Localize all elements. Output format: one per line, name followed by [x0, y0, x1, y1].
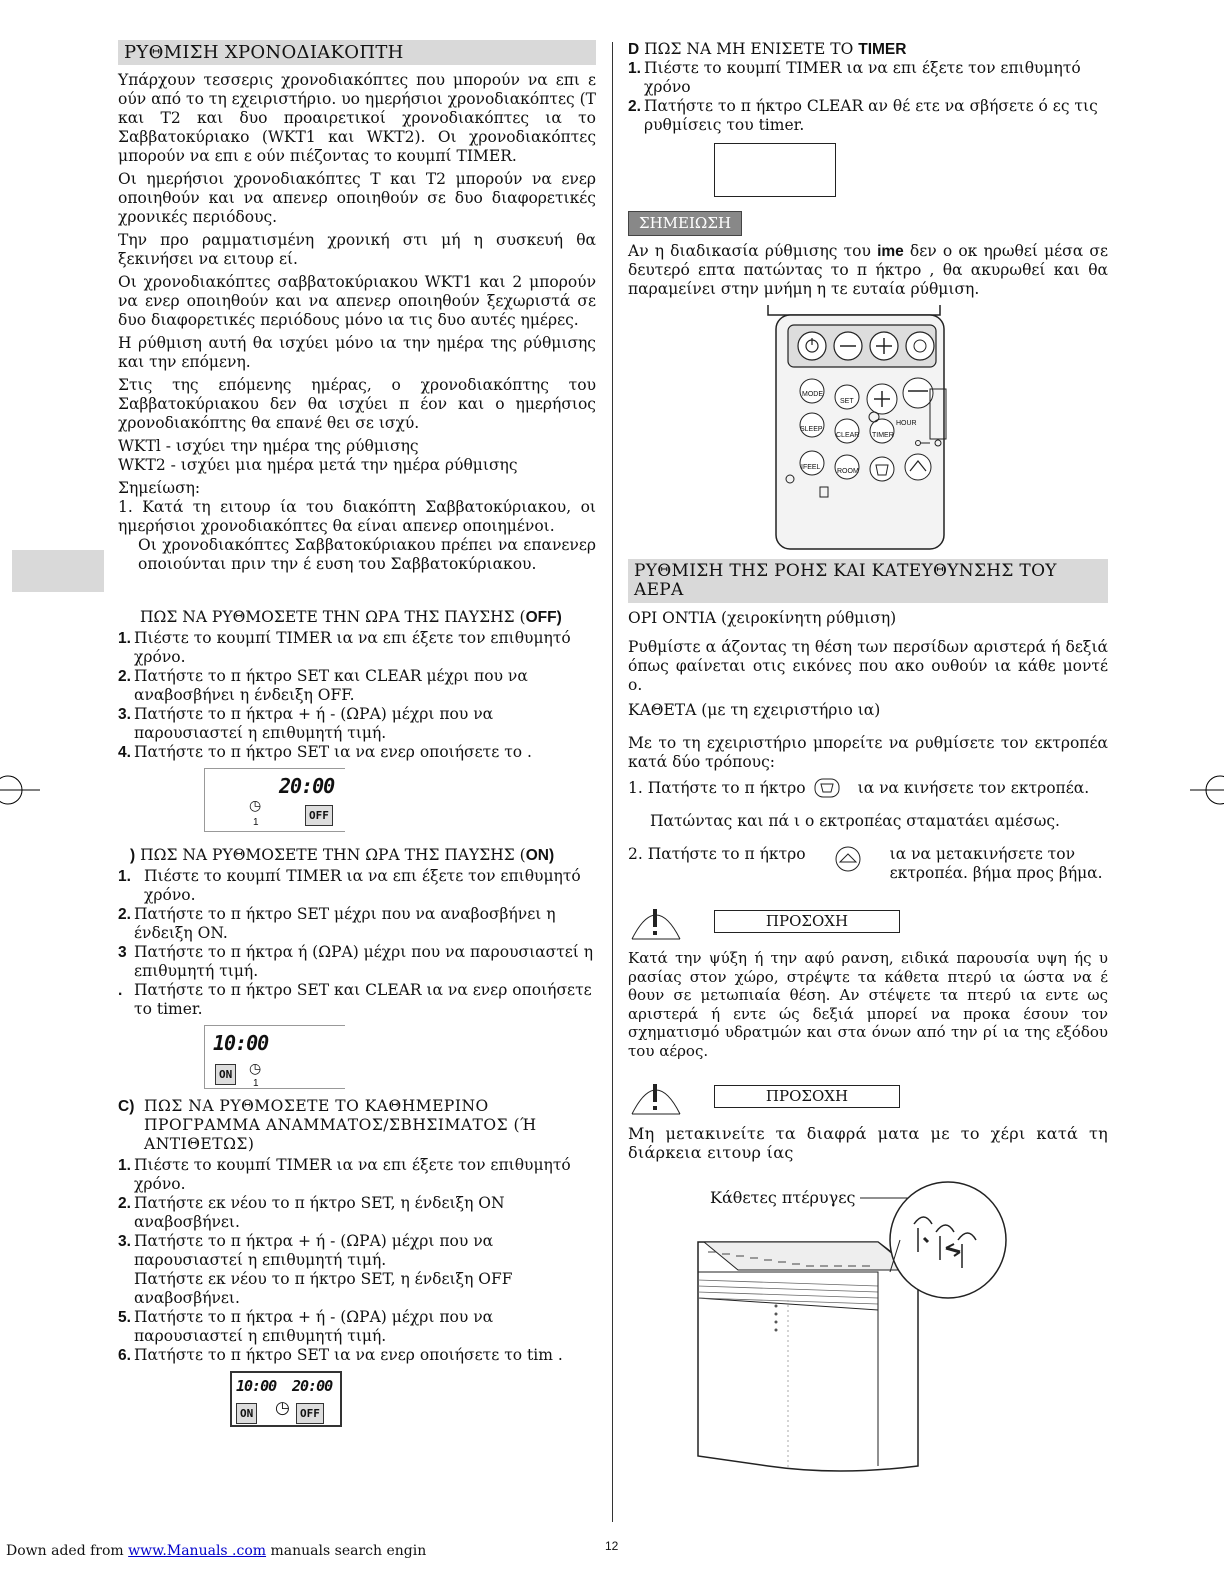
d-step	[628, 97, 1108, 135]
remote-ifeel-button: IFEEL	[801, 464, 821, 471]
caution-text: Μη μετακινείτε τα διαφρά ματα με το χέρι κατά τη διάρκεια ειτουρ ίας	[628, 1124, 1108, 1162]
note-badge-wrap	[628, 211, 1108, 236]
right-column	[628, 40, 1108, 1480]
off-steps	[118, 629, 596, 762]
lcd-off-time: 20:00	[292, 1377, 333, 1395]
step-number: 4.	[118, 744, 131, 761]
step-text: Πατήστε το π ήκτρα + ή - (ΩΡΑ) μέχρι που να παρουσιαστεί η επιθυμητή τιμή.	[134, 705, 494, 742]
left-column	[118, 40, 596, 1427]
way1-row	[628, 776, 1108, 800]
c-step	[118, 1156, 596, 1194]
d-prefix: D	[628, 41, 640, 58]
way2-text: 2. Πατήστε το π ήκτρο	[628, 845, 806, 863]
c-step	[118, 1232, 596, 1270]
step-number: 3	[118, 944, 127, 961]
step-number: 1.	[118, 630, 131, 647]
note-item: 1. Κατά τη ειτουρ ία του διακόπτη Σαββατοκύριακου, οι ημερήσιοι χρονοδιακόπτες θα είναι απενερ οποιημένοι.	[118, 498, 596, 535]
footer	[6, 1543, 426, 1559]
off-step	[118, 705, 596, 743]
step-text: Πιέστε το κουμπί TIMER ια να επι έξετε τον επιθυμητό χρόνο.	[134, 629, 571, 666]
step-number: 1.	[118, 868, 131, 885]
step-text: Πατήστε το π ήκτρα + ή - (ΩΡΑ) μέχρι που να παρουσιαστεί η επιθυμητή τιμή.	[134, 1232, 494, 1269]
remote-timer-button: TIMER	[872, 432, 894, 439]
step-number: 6.	[118, 1347, 131, 1364]
step-number: 1.	[118, 1157, 131, 1174]
step-text: Πατήστε το π ήκτρο CLEAR αν θέ ετε να σβήσετε ό ες τις ρυθμίσεις του timer.	[644, 97, 1098, 134]
off-step	[118, 667, 596, 705]
lcd-on-tag: ON	[215, 1064, 236, 1085]
clock-icon: ◷	[249, 1061, 262, 1077]
lcd-on-tag: ON	[236, 1403, 257, 1424]
step-button-icon	[832, 845, 866, 875]
vertical-text: Με το τη εχειριστήριο μπορείτε να ρυθμίσετε τον εκτροπέα κατά δύο τρόπους:	[628, 734, 1108, 771]
way2-row	[628, 845, 1108, 883]
clock-icon: ◷	[275, 1398, 290, 1418]
lcd-off-tag: OFF	[296, 1403, 324, 1424]
timer-section-title: ΡΥΘΜΙΣΗ ΧΡΟΝΟΔΙΑΚΟΠΤΗ	[118, 40, 596, 65]
note-text: δεν ο οκ ηρωθεί μέσα σε δευτερό επτα πατώντας το π ήκτρο , θα ακυρωθεί και θα παραμείνει στην μνήμη η τε ευταία ρύθμιση.	[628, 242, 1108, 298]
swing-button-icon	[812, 776, 842, 800]
intro-paragraph: Στις της επόμενης ημέρας, ο χρονοδιακόπτης του Σαββατοκύριακου δεν θα ισχύει π έον και ο ημερήσιος χρονοδιακόπτης θα επανέ θει σε ισχύ.	[118, 376, 596, 432]
c-step	[118, 1270, 596, 1308]
note-text-bold: ime	[877, 243, 904, 260]
off-title-bold: OFF)	[525, 609, 562, 626]
step-number: 2.	[118, 906, 131, 923]
c-step	[118, 1346, 596, 1365]
caution-row	[628, 901, 1108, 941]
note-item: Οι χρονοδιακόπτες Σαββατοκύριακου πρέπει να επανενερ οποιούνται πριν την έ ευση του Σαββατοκύριακου.	[138, 536, 596, 573]
remote-mode-button: MODE	[802, 391, 823, 398]
lcd-off-tag: OFF	[305, 805, 333, 826]
crop-mark-right	[1190, 760, 1224, 820]
off-step	[118, 743, 596, 762]
on-prefix: )	[130, 847, 136, 864]
lcd-time: 20:00	[279, 774, 335, 798]
on-step	[118, 905, 596, 943]
unit-illustration	[628, 1180, 1108, 1480]
crop-mark-left	[0, 760, 40, 820]
remote-room-button: ROOM	[837, 468, 859, 475]
way1-stop-text: Πατώντας και πά ι ο εκτροπέας σταματάει αμέσως.	[650, 812, 1060, 830]
way1-text: ια να κινήσετε τον εκτροπέα.	[857, 778, 1090, 797]
caution-label: ΠΡΟΣΟΧΗ	[714, 1085, 900, 1108]
way1-text: 1. Πατήστε το π ήκτρο	[628, 778, 806, 797]
page-number: 12	[605, 1539, 619, 1553]
figure-label: Κάθετες πτέρυγες	[710, 1188, 856, 1207]
off-title-text: ΠΩΣ ΝΑ ΡΥΘΜΟΣΕΤΕ ΤΗΝ ΩΡΑ ΤΗΣ ΠΑΥΣΗΣ (	[140, 608, 526, 626]
step-text: Πατήστε το π ήκτρο SET μέχρι που να αναβοσβήνει η ένδειξη ON.	[134, 905, 556, 942]
lcd-time: 10:00	[213, 1031, 269, 1055]
step-text: Πατήστε το π ήκτρο SET και CLEAR μέχρι που να αναβοσβήνει η ένδειξη OFF.	[134, 667, 528, 704]
remote-set-button: SET	[840, 398, 854, 405]
lcd-off-display	[204, 768, 345, 832]
intro-paragraph: Την προ ραμματισμένη χρονική στι μή η συσκευή θα ξεκινήσει να ειτουρ εί.	[118, 231, 596, 268]
off-section-title	[118, 608, 596, 627]
remote-sleep-button: SLEEP	[800, 426, 823, 433]
d-section-title	[628, 40, 1108, 59]
step-number: 5.	[118, 1309, 131, 1326]
lcd-index: 1	[253, 1078, 259, 1089]
intro-paragraph: Η ρύθμιση αυτή θα ισχύει μόνο ια την ημέρα της ρύθμισης και την επόμενη.	[118, 334, 596, 371]
step-number: 2.	[628, 98, 641, 115]
on-step	[118, 943, 596, 981]
way2-text: ια να μετακινήσετε τον εκτροπέα. βήμα προς βήμα.	[889, 845, 1103, 882]
footer-link[interactable]: www.Manuals .com	[128, 1543, 267, 1559]
column-divider	[612, 42, 613, 1522]
wkt1-line: WKTl - ισχύει την ημέρα της ρύθμισης	[118, 437, 419, 455]
step-text: Πατήστε το π ήκτρο SET ια να ενερ οποιήσετε το tim .	[134, 1346, 563, 1364]
wkt2-line: WKT2 - ισχύει μια ημέρα μετά την ημέρα ρύθμισης	[118, 456, 518, 474]
vertical-head: ΚΑΘΕΤΑ (με τη εχειριστήριο ια)	[628, 701, 881, 719]
lcd-daily-display	[230, 1371, 342, 1427]
c-section-title	[118, 1097, 596, 1154]
note-label: Σημείωση:	[118, 479, 201, 497]
c-steps	[118, 1156, 596, 1365]
on-steps	[118, 867, 596, 1019]
step-text: Πιέστε το κουμπί TIMER ια να επι έξετε τον επιθυμητό χρόνο	[644, 59, 1081, 96]
step-number	[118, 1270, 134, 1308]
remote-clear-button: CLEAR	[836, 432, 860, 439]
warning-icon	[628, 901, 684, 941]
d-step	[628, 59, 1108, 97]
lcd-index: 1	[253, 817, 259, 828]
clock-icon: ◷	[249, 798, 262, 814]
c-title-text: ΠΩΣ ΝΑ ΡΥΘΜΟΣΕΤΕ ΤΟ ΚΑΘΗΜΕΡΙΝΟ ΠΡΟΓΡΑΜΜΑ ΑΝΑΜΜΑΤΟΣ/ΣΒΗΣΙΜΑΤΟΣ (Ή ΑΝΤΙΘΕΤΩΣ)	[144, 1097, 537, 1153]
step-text: Πιέστε το κουμπί TIMER ια να επι έξετε τον επιθυμητό χρόνο.	[144, 867, 581, 904]
remote-figure	[628, 303, 1108, 551]
lcd-on-display	[204, 1025, 345, 1089]
footer-suffix: manuals search engin	[270, 1543, 427, 1559]
step-text: Πατήστε το π ήκτρα ή (ΩΡΑ) μέχρι που να παρουσιαστεί η επιθυμητή τιμή.	[134, 943, 594, 980]
on-title-bold: ON)	[525, 847, 555, 864]
on-step	[118, 867, 596, 905]
intro-paragraph: Οι ημερήσιοι χρονοδιακόπτες Τ και Τ2 μπορούν να ενερ οποιηθούν και να απενερ οποιηθούν σε δυο διαφορετικές χρονικές περιόδους.	[118, 170, 596, 226]
footer-prefix: Down aded from	[6, 1543, 124, 1559]
intro-paragraph: Υπάρχουν τεσσερις χρονοδιακόπτες που μπορούν να επι ε ούν από το τη εχειριστήριο. υο ημερήσιοι χρονοδιακόπτες (Τ και Τ2 και δυο προαιρετικοί χρονοδιακόπτες ια το Σαββατοκύριακο (WKT1 και WKT2). Οι χρονοδιακόπτες μπορούν να επι ε ούν πιέζοντας το κουμπί TIMER.	[118, 71, 596, 165]
c-prefix: C)	[118, 1098, 135, 1115]
note-text: Αν η διαδικασία ρύθμισης του	[628, 242, 871, 260]
step-text: Πατήστε εκ νέου το π ήκτρο SET, η ένδειξη ON αναβοσβήνει.	[134, 1194, 505, 1231]
d-title-bold: TIMER	[858, 41, 907, 58]
lcd-on-time: 10:00	[236, 1377, 277, 1395]
on-section-title	[118, 846, 596, 865]
c-step	[118, 1308, 596, 1346]
step-text: Πατήστε το π ήκτρο SET ια να ενερ οποιήσετε το .	[134, 743, 532, 761]
step-number: 3.	[118, 1233, 131, 1250]
step-number: 3.	[118, 706, 131, 723]
step-number: .	[118, 982, 123, 999]
air-section-title: ΡΥΘΜΙΣΗ ΤΗΣ ΡΟΗΣ ΚΑΙ ΚΑΤΕΥΘΥΝΣΗΣ ΤΟΥ ΑΕΡΑ	[628, 559, 1108, 603]
intro-paragraph: Οι χρονοδιακόπτες σαββατοκύριακου WKT1 και 2 μπορούν να ενερ οποιηθούν και να απενερ οποιηθούν ξεχωριστά σε δυο διαφορετικές περιόδους μόνο ια τις δυο αυτές ημέρες.	[118, 273, 596, 329]
side-tab	[12, 550, 104, 592]
blank-display-box	[714, 143, 836, 197]
step-number: 2.	[118, 668, 131, 685]
step-text: Πατήστε το π ήκτρο SET και CLEAR ια να ενερ οποιήσετε το timer.	[134, 981, 592, 1018]
note-badge: ΣΗΜΕΙΩΣΗ	[628, 211, 742, 236]
off-step	[118, 629, 596, 667]
caution-text: Κατά την ψύξη ή την αφύ ρανση, ειδικά παρουσία υψη ής υ ρασίας στον χώρο, στρέψτε τα κάθετα πτερύ ια ώστα να έ θουν σε μετωπιαία θέση. Αν στέψετε τα πτερύ ια εντε ως αριστερά ή εντε ώς δεξιά μπορεί να προκα έσουν τον σχηματισμό υδρατμών και στα όνων από την ρί ια της εξόδου του αέρος.	[628, 949, 1108, 1060]
caution-label: ΠΡΟΣΟΧΗ	[714, 910, 900, 933]
caution-row	[628, 1076, 1108, 1116]
step-text: Πατήστε το π ήκτρα + ή - (ΩΡΑ) μέχρι που να παρουσιαστεί η επιθυμητή τιμή.	[134, 1308, 494, 1345]
c-step	[118, 1194, 596, 1232]
step-number: 2.	[118, 1195, 131, 1212]
horizontal-head: ΟΡΙ ΟΝΤΙΑ (χειροκίνητη ρύθμιση)	[628, 609, 897, 627]
remote-illustration	[628, 303, 1108, 551]
remote-hour-label: HOUR	[896, 420, 917, 427]
warning-icon	[628, 1076, 684, 1116]
step-text: Πατήστε εκ νέου το π ήκτρο SET, η ένδειξη OFF αναβοσβήνει.	[134, 1270, 513, 1307]
unit-figure	[628, 1180, 1108, 1480]
on-title-text: ΠΩΣ ΝΑ ΡΥΘΜΟΣΕΤΕ ΤΗΝ ΩΡΑ ΤΗΣ ΠΑΥΣΗΣ (	[140, 846, 526, 864]
note-paragraph	[628, 242, 1108, 299]
d-title-text: ΠΩΣ ΝΑ ΜΗ ΕΝΙΣΕΤΕ ΤΟ	[644, 40, 854, 58]
step-number: 1.	[628, 60, 641, 77]
on-step	[118, 981, 596, 1019]
horizontal-text: Ρυθμίστε α άζοντας τη θέση των περσίδων αριστερά ή δεξιά όπως φαίνεται οτις εικόνες που ακο ουθούν ια κάθε μοντέ ο.	[628, 638, 1108, 694]
step-text: Πιέστε το κουμπί TIMER ια να επι έξετε τον επιθυμητό χρόνο.	[134, 1156, 571, 1193]
